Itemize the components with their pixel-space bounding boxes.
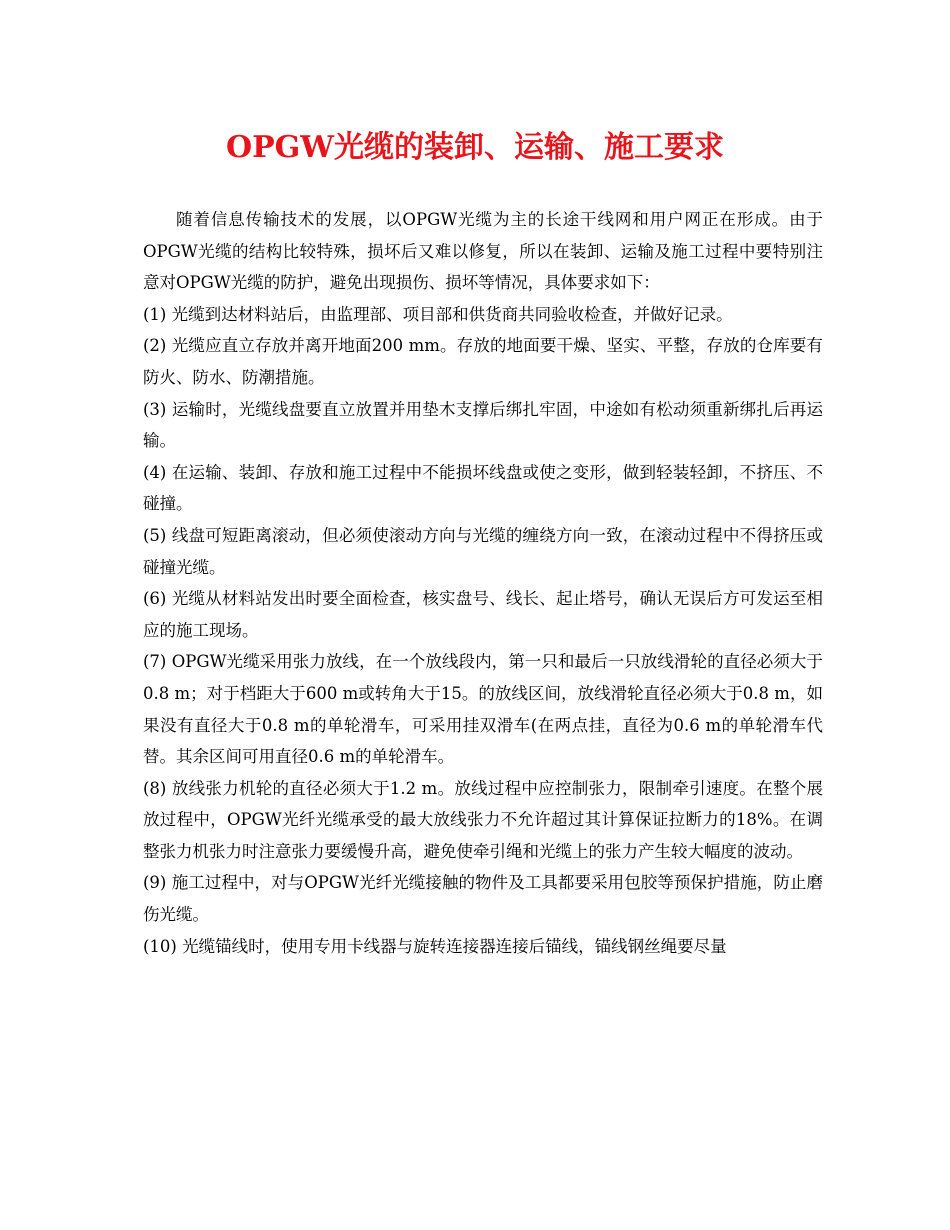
list-item: (5) 线盘可短距离滚动，但必须使滚动方向与光缆的缠绕方向一致，在滚动过程中不得挤压或碰撞光缆。 <box>143 525 823 577</box>
list-item: (4) 在运输、装卸、存放和施工过程中不能损坏线盘或使之变形，做到轻装轻卸，不挤压、不碰撞。 <box>143 462 823 514</box>
list-item: (7) OPGW光缆采用张力放线，在一个放线段内，第一只和最后一只放线滑轮的直径必须大于0.8 m；对于档距大于600 m或转角大于15。的放线区间，放线滑轮直径必须大于0.8 m，如果没有直径大于0.8 m的单轮滑车，可采用挂双滑车(在两点挂，直径为0.6 m的单轮滑车代替。其余区间可用直径0.6 m的单轮滑车。 <box>143 652 823 767</box>
document-title: OPGW光缆的装卸、运输、施工要求 <box>225 130 724 165</box>
list-item: (1) 光缆到达材料站后，由监理部、项目部和供货商共同验收检查，并做好记录。 <box>143 304 733 324</box>
intro-paragraph: 随着信息传输技术的发展，以OPGW光缆为主的长途干线网和用户网正在形成。由于OPGW光缆的结构比较特殊，损坏后又难以修复，所以在装卸、运输及施工过程中要特别注意对OPGW光缆的防护，避免出现损伤、损坏等情况，具体要求如下： <box>143 210 823 293</box>
list-item: (10) 光缆锚线时，使用专用卡线器与旋转连接器连接后锚线，锚线钢丝绳要尽量 <box>143 936 727 956</box>
list-item: (8) 放线张力机轮的直径必须大于1.2 m。放线过程中应控制张力，限制牵引速度。在整个展放过程中，OPGW光纤光缆承受的最大放线张力不允许超过其计算保证拉断力的18%。在调整张力机张力时注意张力要缓慢升高，避免使牵引绳和光缆上的张力产生较大幅度的波动。 <box>143 778 823 861</box>
list-item: (6) 光缆从材料站发出时要全面检查，核实盘号、线长、起止塔号，确认无误后方可发运至相应的施工现场。 <box>143 589 823 640</box>
list-item: (9) 施工过程中，对与OPGW光纤光缆接触的物件及工具都要采用包胶等预保护措施，防止磨伤光缆。 <box>143 873 823 925</box>
document-body <box>143 204 823 962</box>
list-item: (2) 光缆应直立存放并离开地面200 mm。存放的地面要干燥、坚实、平整，存放的仓库要有防火、防水、防潮措施。 <box>143 336 823 387</box>
list-item: (3) 运输时，光缆线盘要直立放置并用垫木支撑后绑扎牢固，中途如有松动须重新绑扎后再运输。 <box>143 399 823 451</box>
